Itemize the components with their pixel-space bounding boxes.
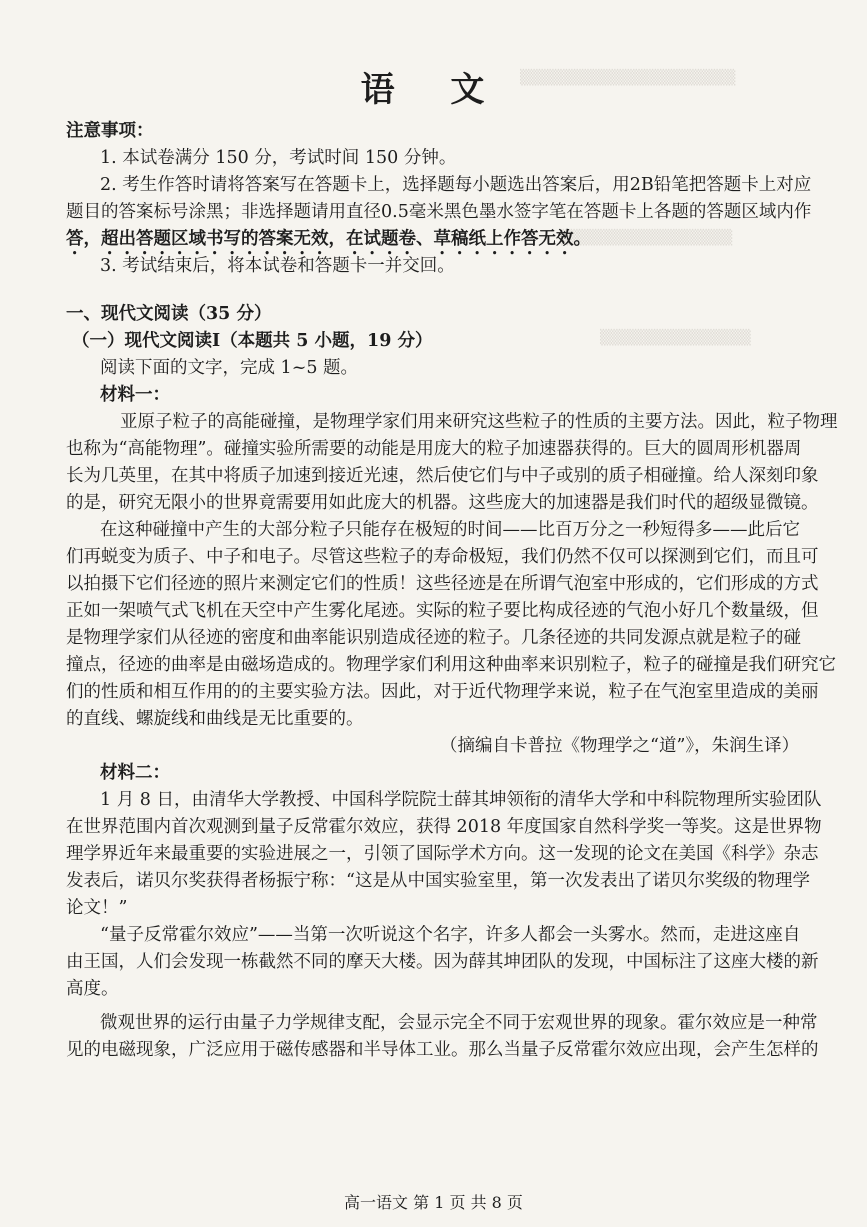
material-2-line: 由王国，人们会发现一栋截然不同的摩天大楼。因为薛其坤团队的发现，中国标注了这座大楼的新 bbox=[66, 952, 819, 972]
reading-instruction: 阅读下面的文字，完成 1~5 题。 bbox=[100, 358, 359, 378]
material-2-line: 论文！” bbox=[66, 898, 128, 918]
page-title: 语 文 bbox=[360, 70, 507, 110]
bleed-through-shadow: ▒▒▒▒▒▒▒▒▒▒▒▒▒▒ bbox=[600, 330, 751, 346]
material-2-line: 微观世界的运行由量子力学规律支配，会显示完全不同于宏观世界的现象。霍尔效应是一种常 bbox=[100, 1013, 818, 1033]
material-1-line: 撞点，径迹的曲率是由磁场造成的。物理学家们利用这种曲率来识别粒子，粒子的碰撞是我们研究它 bbox=[66, 655, 836, 675]
page-footer: 高一语文 第 1 页 共 8 页 bbox=[344, 1193, 523, 1212]
material-1-line: 亚原子粒子的高能碰撞，是物理学家们用来研究这些粒子的性质的主要方法。因此，粒子物理 bbox=[120, 412, 838, 432]
material-2-line: 在世界范围内首次观测到量子反常霍尔效应，获得 2018 年度国家自然科学奖一等奖。这是世界物 bbox=[66, 817, 822, 837]
material-2-line: 理学界近年来最重要的实验进展之一，引领了国际学术方向。这一发现的论文在美国《科学》杂志 bbox=[66, 844, 819, 864]
material-1-line: 的是，研究无限小的世界竟需要用如此庞大的机器。这些庞大的加速器是我们时代的超级显微镜。 bbox=[66, 493, 819, 513]
material-2-line: 见的电磁现象，广泛应用于磁传感器和半导体工业。那么当量子反常霍尔效应出现，会产生怎样的 bbox=[66, 1040, 819, 1060]
bleed-through-shadow: ▒▒▒▒▒▒▒▒▒▒▒▒▒▒▒▒ bbox=[560, 230, 733, 246]
material-1-line: 以拍摄下它们径迹的照片来测定它们的性质！这些径迹是在所谓气泡室中形成的，它们形成的方式 bbox=[66, 574, 819, 594]
material-2-line: 发表后，诺贝尔奖获得者杨振宁称：“这是从中国实验室里，第一次发表出了诺贝尔奖级的物理学 bbox=[66, 871, 810, 891]
material-1-line: 是物理学家们从径迹的密度和曲率能识别造成径迹的粒子。几条径迹的共同发源点就是粒子的碰 bbox=[66, 628, 801, 648]
material-1-label: 材料一： bbox=[100, 385, 170, 405]
material-1-line: 也称为“高能物理”。碰撞实验所需要的动能是用庞大的粒子加速器获得的。巨大的圆周形机器周 bbox=[66, 439, 802, 459]
notice-item-3: 3. 考试结束后，将本试卷和答题卡一并交回。 bbox=[100, 256, 455, 276]
material-2-line: 1 月 8 日，由清华大学教授、中国科学院院士薛其坤领衔的清华大学和中科院物理所实验团队 bbox=[100, 790, 822, 810]
bleed-through-shadow: ▒▒▒▒▒▒▒▒▒▒▒▒▒▒▒▒▒▒▒▒ bbox=[520, 70, 736, 86]
subsection-heading: （一）现代文阅读Ⅰ（本题共 5 小题，19 分） bbox=[72, 331, 433, 351]
material-1-line: 的直线、螺旋线和曲线是无比重要的。 bbox=[66, 709, 364, 729]
material-1-line: 在这种碰撞中产生的大部分粒子只能存在极短的时间——比百万分之一秒短得多——此后它 bbox=[100, 520, 800, 540]
material-1-source: （摘编自卡普拉《物理学之“道”》，朱润生译） bbox=[440, 736, 800, 756]
material-1-line: 们的性质和相互作用的的主要实验方法。因此，对于近代物理学来说，粒子在气泡室里造成的美丽 bbox=[66, 682, 819, 702]
material-1-line: 们再蜕变为质子、中子和电子。尽管这些粒子的寿命极短，我们仍然不仅可以探测到它们，而且可 bbox=[66, 547, 819, 567]
notice-item-2-line-2: 题目的答案标号涂黑；非选择题请用直径0.5毫米黑色墨水签字笔在答题卡上各题的答题区域内作 bbox=[66, 202, 812, 222]
material-2-label: 材料二： bbox=[100, 763, 170, 783]
notice-item-1: 1. 本试卷满分 150 分，考试时间 150 分钟。 bbox=[100, 148, 457, 168]
notice-item-2-line-1: 2. 考生作答时请将答案写在答题卡上，选择题每小题选出答案后，用2B铅笔把答题卡上对应 bbox=[100, 175, 812, 195]
notice-item-2-line-3: 答，超出答题区域书写的答案无效，在试题卷、草稿纸上作答无效。 bbox=[66, 229, 591, 249]
material-1-line: 正如一架喷气式飞机在天空中产生雾化尾迹。实际的粒子要比构成径迹的气泡小好几个数量级，但 bbox=[66, 601, 819, 621]
material-2-line: “量子反常霍尔效应”——当第一次听说这个名字，许多人都会一头雾水。然而，走进这座自 bbox=[100, 925, 801, 945]
section-heading: 一、现代文阅读（35 分） bbox=[66, 304, 272, 324]
material-2-line: 高度。 bbox=[66, 979, 119, 999]
material-1-line: 长为几英里，在其中将质子加速到接近光速，然后使它们与中子或别的质子相碰撞。给人深刻印象 bbox=[66, 466, 819, 486]
notice-heading: 注意事项： bbox=[66, 121, 154, 141]
